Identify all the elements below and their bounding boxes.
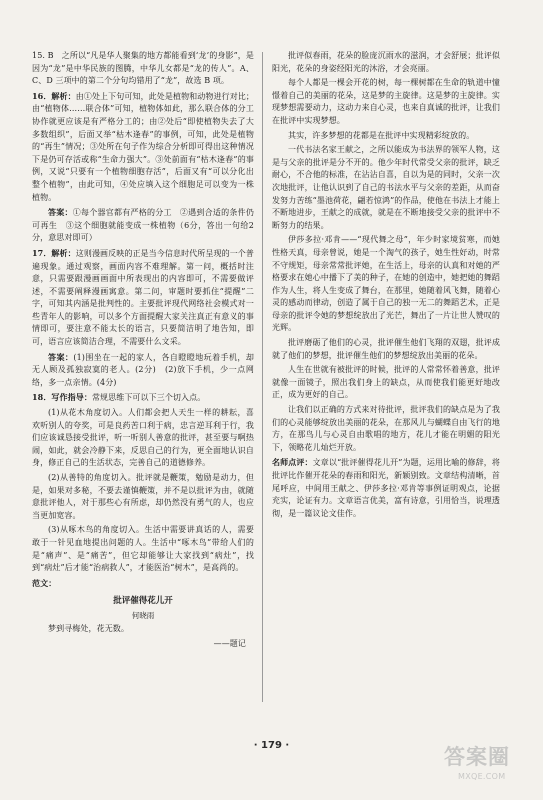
sample-essay-title: 批评催得花儿开 <box>113 596 173 607</box>
watermark-text: 答案圈 <box>444 745 510 769</box>
answer-16 <box>32 90 254 204</box>
answer-16-key <box>32 206 254 245</box>
answer-16-key-label: 答案： <box>48 207 73 218</box>
writing-angle-2: (2)从善特的角度切入。批评就是鞭策，勉励是动力，但是，如果对多秘，不要去谨慎鞭策，并不是以批评为由，就随意批评他人，对于那些心有所虑，却仍然没有勇气的人，也应当更加宽容。 <box>32 473 254 520</box>
essay-paragraph-6: 批评磨砺了他们的心灵，批评催生他们飞翔的双翅，批评成就了他们的梦想，批评催生他们的梦想绽放出美丽的花朵。 <box>272 338 500 360</box>
left-column <box>32 50 254 653</box>
answer-17 <box>32 247 254 349</box>
answer-18-text: 常规思维下可以下三个切入点。 <box>91 393 206 403</box>
writing-angle-1: (1)从花木角度切入。人们都会把人天生一样的耕耘，喜欢听别人的夸奖，可是良药苦口利于病，忠言逆耳利于行，我们应该诚恳接受批评，听一听别人善意的批评，甚至要与啊热闹，如此，就会冷静下来，反思自己的行为，更全面地认识自身，修正自己的生活状态，完善自己的道德修养。 <box>32 408 254 468</box>
answer-17-label: 17．解析： <box>32 247 76 258</box>
answer-15: 15. B 之所以“凡是华人聚集的地方都能看到‘龙’的身影”，是因为“龙”是中华民族的图腾，中华儿女都是“龙的传人”。A、C、D 三项中的第二个分句均错用了“龙”，故选 B 项。 <box>32 51 254 86</box>
answer-16-text: 由①处上下句可知，此处是植物和动物进行对比；由“植物体……联合体”可知，植物体如此，那么联合体的分工协作就更应该是有严格分工的；由②处后“即使植物失去了大多数组织”，后面又举“枯木逢春”的事例，可知，此处是植物的“再生”情况；③处所在句子作为综合分析即可得出这种情况下是仍可存活或称“生命力强大”。③处前面有“枯木逢春”的事例，又说“只要有一个植物细胞存活”，后面又有“可以分化出整个植物”，由此可知，④处应填入这个细胞足可以变为一株植物。 <box>32 91 254 202</box>
essay-paragraph-3: 其实，许多梦想的花都是在批评中实现精彩绽放的。 <box>288 130 475 140</box>
teacher-comment <box>272 456 500 520</box>
right-column <box>272 50 500 522</box>
watermark-url: MXQE.COM <box>458 772 506 781</box>
essay-paragraph-4: 一代书法名家王献之，之所以能成为书法界的领军人物，这是与父亲的批评是分不开的。他少年时代常受父亲的批评，缺乏耐心，不合他的标准，在沾沾自喜，自以为是的同时，父亲一次次地批评，让他认识到了自己的书法水平与父亲的差距，从而奋发努力苦练“墨池荷花，翩若惊鸿”的作品，使他在书法上才能上不断地进步，王献之的成就，就是在不断地接受父亲的批评中不断努力的结果。 <box>272 145 500 230</box>
answer-18 <box>32 391 254 405</box>
watermark-logo <box>444 744 534 792</box>
answer-16-label: 16．解析： <box>32 90 76 101</box>
answer-17-key-label: 答案： <box>48 351 74 362</box>
sample-essay-author: 何晓雨 <box>131 611 155 621</box>
answer-17-text: 这则漫画反映的正是当今信息时代所呈现的一个普遍现象。通过观察，画面内容不难理解。第一问，概括时注意，只需要跟漫画画面中所表现出的内容即可，不需要做评述，不需要阐释漫画寓意。第二问，审题时要抓住“提醒”二字，可知其内涵是批判性的。主要批评现代网络社会模式对一些青年人的影响，可以多个方面提醒大家关注真正有意义的事情即可，要注意不能太长的语言，只要简洁明了地告知，即可，语言应该简洁合理，不需要什么文采。 <box>32 248 254 347</box>
teacher-comment-label: 名师点评： <box>272 457 313 468</box>
essay-paragraph-8: 让我们以正确的方式来对待批评，批评我们的缺点是为了我们的心灵能够绽放出美丽的花朵，在那风儿与蝴蝶自由飞行的地方，在那鸟儿与心灵自由歌唱的地方，花儿才能在明媚的阳光下，领略花儿灿烂开放。 <box>272 405 500 452</box>
essay-paragraph-7: 人生在世就有被批评的时候，批评的人常常怀着善意，批评就像一面镜子，照出我们身上的缺点，从而使我们能更好地改正，成为更好的自己。 <box>272 365 500 400</box>
page-number: · 179 · <box>253 740 290 751</box>
teacher-comment-text: 文章以“批评催得花儿开”为题，运用比喻的修辞，将批评比作催开花朵的春雨和阳光，新颖别致。文章结构清晰，首尾呼应，中间用王献之、伊莎多拉·邓肯等事例证明观点，论据充实，论证有力。文章语言优美，富有诗意，引用恰当，说理透彻，是一篇议论文佳作。 <box>272 458 501 518</box>
essay-epigraph: 梦到寻梅处，花无数。 <box>48 624 129 634</box>
essay-paragraph-5: 伊莎多拉·邓肯——“现代舞之母”，年少时家境贫寒，而她性格天真，母亲曾说，她是一个淘气的孩子，她生性好动，时常不守规矩，母亲常常批评她，在生活上，母亲的认真和对她的严格要求在她心中播下了美的种子，在她的创造中，她把她的舞蹈作为人生，将人生变成了舞台，在那里，她随着风飞舞，随着心灵的感动而律动，创造了属于自己的独一无二的舞蹈艺术，正是母亲的批评令她的梦想绽放出了光芒，舞出了一片让世人赞叹的光辉。 <box>272 235 500 333</box>
essay-paragraph-1: 批评似春雨，花朵的脸庞沉雨水的滋润，才会舒展；批评似阳光，花朵的身姿经阳光的沐浴，才会亮丽。 <box>272 51 500 73</box>
answer-17-key-text: (1)围坐在一起的家人，各自瞪瞪地玩着手机，却无人顾及孤独寂寞的老人。(2分) (2)放下手机，少一点网络，多一点亲情。(4分) <box>32 352 254 387</box>
essay-epigraph-signature: ——题记 <box>213 638 246 648</box>
column-divider <box>262 52 263 702</box>
answer-17-key <box>32 351 254 390</box>
writing-angle-3: (3)从啄木鸟的角度切入。生活中需要讲真话的人，需要敢于一针见血地提出问题的人。生活中“啄木鸟”带给人们的是“痛声”、是“痛苦”，但它却能够让大家找到“病灶”，找到“病灶”后才能“治病救人”，才能医治“树木”，是高尚的。 <box>32 525 254 573</box>
answer-16-key-text: ①每个器官都有严格的分工 ②遇到合适的条件仍可再生 ③这个细胞就能变成一株植物（6分，答出一句给2分，意思对即可） <box>32 208 254 243</box>
sample-essay-label: 范文： <box>32 577 57 588</box>
answer-18-label: 18．写作指导： <box>32 392 92 403</box>
essay-paragraph-2: 每个人都是一棵会开花的树，每一棵树都在生命的轨道中憧憬着自己的美丽的花朵，这是梦的主旋律。这是梦的主旋律。实现梦想需要动力，这动力来自心灵，也来自真诚的批评，让我们在批评中实现梦想。 <box>272 78 500 125</box>
